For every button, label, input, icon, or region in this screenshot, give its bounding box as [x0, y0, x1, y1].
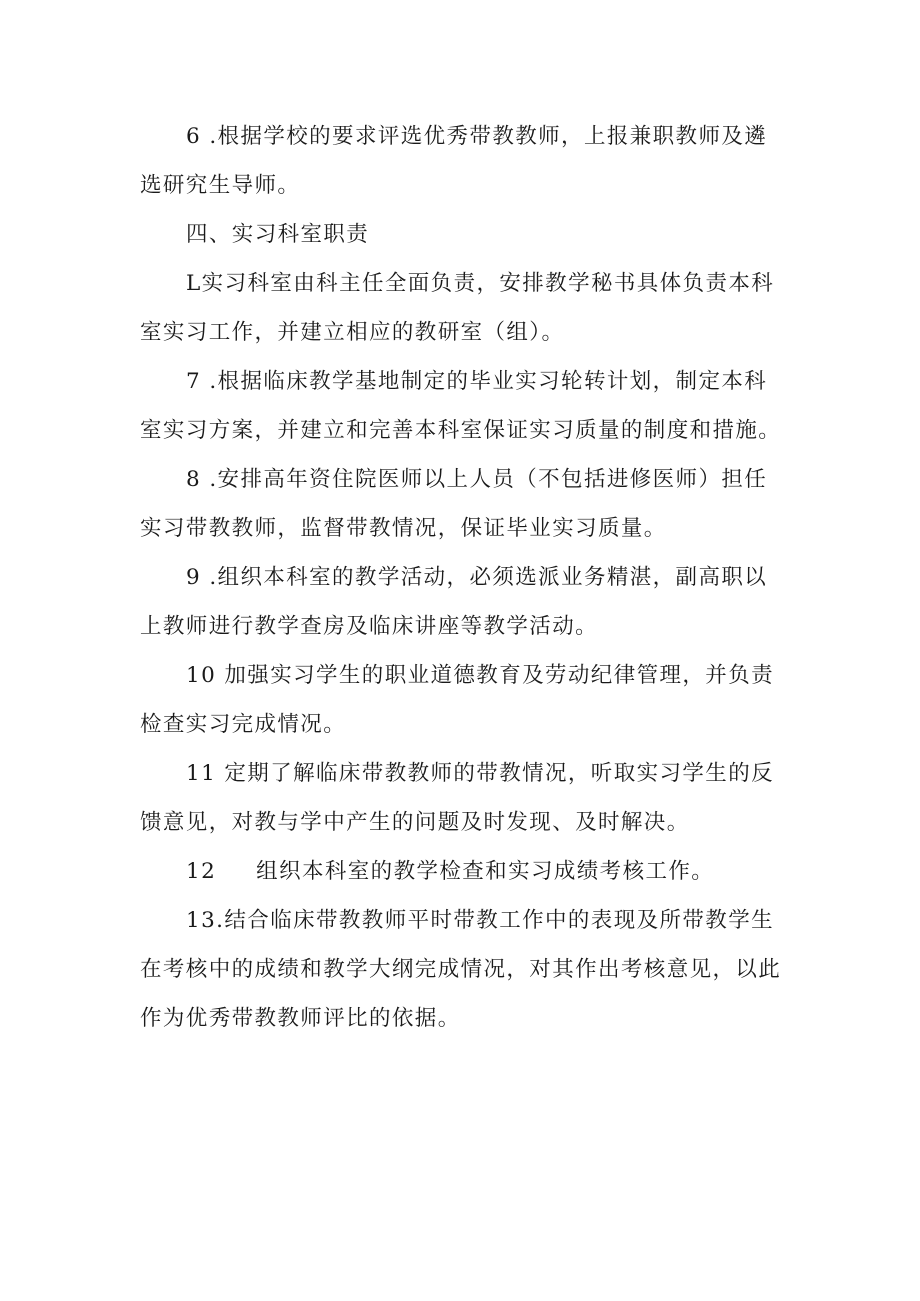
- paragraph-6-line-2: 选研究生导师。: [140, 173, 301, 198]
- document-body: [140, 112, 788, 1043]
- paragraph-12-text: 组织本科室的教学检查和实习成绩考核工作。: [256, 859, 715, 884]
- paragraph-13-line-1: 13.结合临床带教教师平时带教工作中的表现及所带教学生: [186, 908, 774, 933]
- paragraph-7-line-2: 室实习方案，并建立和完善本科室保证实习质量的制度和措施。: [140, 418, 782, 443]
- section-heading: 四、实习科室职责: [186, 222, 370, 247]
- paragraph-6-line-1: 6 .根据学校的要求评选优秀带教教师，上报兼职教师及遴: [186, 124, 768, 149]
- paragraph-12-number: 12: [186, 859, 217, 884]
- paragraph-11-line-1: 11 定期了解临床带教教师的带教情况，听取实习学生的反: [186, 761, 774, 786]
- paragraph-11-line-2: 馈意见，对教与学中产生的问题及时发现、及时解决。: [140, 810, 690, 835]
- paragraph-13-line-2: 在考核中的成绩和教学大纲完成情况，对其作出考核意见，以此: [140, 957, 782, 982]
- paragraph-13-line-3: 作为优秀带教教师评比的依据。: [140, 1006, 461, 1031]
- paragraph-12-line-1: [140, 847, 788, 896]
- paragraph-8-line-1: 8 .安排高年资住院医师以上人员（不包括进修医师）担任: [186, 467, 768, 492]
- paragraph-8-line-2: 实习带教教师，监督带教情况，保证毕业实习质量。: [140, 516, 667, 541]
- paragraph-10-line-2: 检查实习完成情况。: [140, 712, 347, 737]
- paragraph-1-line-1: L实习科室由科主任全面负责，安排教学秘书具体负责本科: [186, 271, 775, 296]
- paragraph-9-line-2: 上教师进行教学查房及临床讲座等教学活动。: [140, 614, 599, 639]
- paragraph-9-line-1: 9 .组织本科室的教学活动，必须选派业务精湛，副高职以: [186, 565, 768, 590]
- paragraph-10-line-1: 10 加强实习学生的职业道德教育及劳动纪律管理，并负责: [186, 663, 774, 688]
- paragraph-7-line-1: 7 .根据临床教学基地制定的毕业实习轮转计划，制定本科: [186, 369, 768, 394]
- paragraph-1-line-2: 室实习工作，并建立相应的教研室（组）。: [140, 320, 565, 345]
